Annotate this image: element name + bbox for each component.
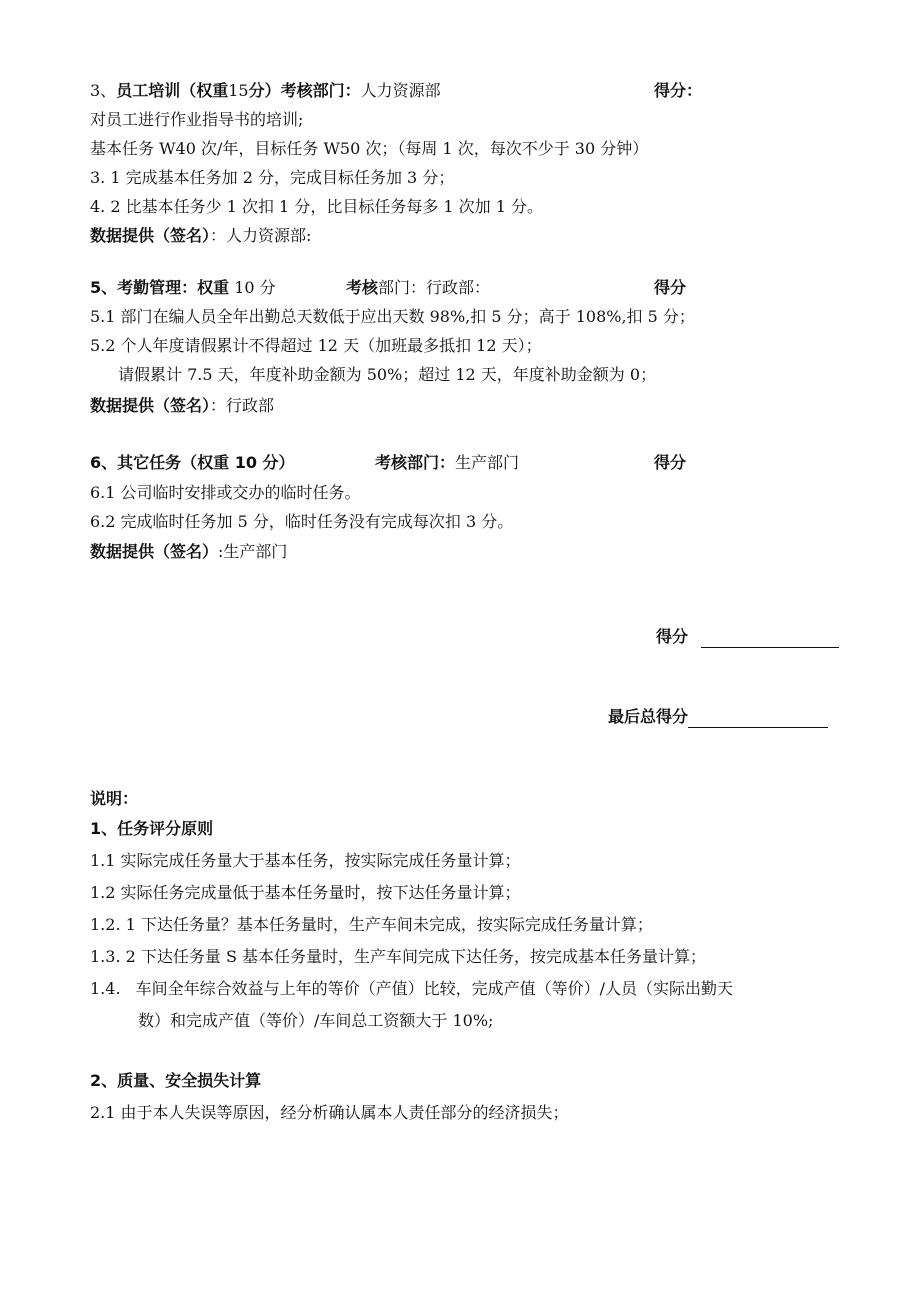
notes-1-line-4: 1.3. 2 下达任务量 S 基本任务量时，生产车间完成下达任务，按完成基本任务量计算； xyxy=(90,947,707,966)
final-total-blank[interactable] xyxy=(688,709,828,728)
section-3-line-1: 对员工进行作业指导书的培训; xyxy=(90,110,304,129)
section-5-dept-label: 考核 xyxy=(346,278,379,297)
notes-section-2-heading: 2、质量、安全损失计算 xyxy=(90,1071,262,1090)
section-6-data-value: :生产部门 xyxy=(218,542,288,561)
section-3-weight-unit: 分） xyxy=(248,81,281,100)
section-3-data-provider xyxy=(90,225,311,247)
section-5-dept xyxy=(346,277,490,299)
section-6-dept-label: 考核部门： xyxy=(375,453,456,472)
score-total-blank[interactable] xyxy=(701,629,839,648)
section-5-line-1: 5.1 部门在编人员全年出勤总天数低于应出天数 98%,扣 5 分；高于 108%,扣 5 分； xyxy=(90,307,695,326)
section-3-score-label: 得分： xyxy=(654,81,703,100)
section-5-title: 5、考勤管理：权重 xyxy=(90,278,230,297)
notes-1-item-4-text: 车间全年综合效益与上年的等价（产值）比较，完成产值（等价）/人员（实际出勤天 xyxy=(135,979,734,998)
section-3-line-2: 基本任务 W40 次/年，目标任务 W50 次；（每周 1 次，每次不少于 30 分钟） xyxy=(90,139,649,158)
section-5-data-value: ：行政部 xyxy=(210,396,275,415)
section-5-heading xyxy=(90,277,276,299)
notes-section-1-heading: 1、任务评分原则 xyxy=(90,819,214,838)
section-5-line-2: 5.2 个人年度请假累计不得超过 12 天（加班最多抵扣 12 天）； xyxy=(90,336,542,355)
section-6-data-label: 数据提供（签名） xyxy=(90,542,219,561)
score-total-label: 得分 xyxy=(656,627,689,646)
final-total-row xyxy=(608,706,828,728)
section-5-line-3: 请假累计 7.5 天，年度补助金额为 50%；超过 12 天，年度补助金额为 0； xyxy=(118,365,657,384)
notes-2-line-1: 2.1 由于本人失误等原因，经分析确认属本人责任部分的经济损失； xyxy=(90,1103,569,1122)
section-5-dept-value: 部门：行政部： xyxy=(378,278,491,297)
section-3-dept-value: 人力资源部 xyxy=(360,81,441,100)
section-3-data-value: ：人力资源部: xyxy=(210,226,312,245)
notes-1-item-4-num: 1.4. xyxy=(90,979,121,998)
section-6-line-1: 6.1 公司临时安排或交办的临时任务。 xyxy=(90,483,361,502)
section-3-heading xyxy=(90,80,441,102)
section-5-score-label: 得分 xyxy=(654,278,687,297)
notes-1-line-3: 1.2. 1 下达任务量？基本任务量时，生产车间未完成，按实际完成任务量计算； xyxy=(90,915,653,934)
section-6-dept-value: 生产部门 xyxy=(455,453,520,472)
section-3-line-4: 4. 2 比基本任务少 1 次扣 1 分，比目标任务每多 1 次加 1 分。 xyxy=(90,197,544,216)
section-6-heading: 6、其它任务（权重 10 分） xyxy=(90,453,295,472)
notes-1-line-2: 1.2 实际任务完成量低于基本任务量时，按下达任务量计算； xyxy=(90,883,521,902)
section-6-dept xyxy=(375,452,519,474)
section-3-dept-label: 考核部门： xyxy=(280,81,361,100)
section-3-data-label: 数据提供（签名） xyxy=(90,226,211,245)
section-3-line-3: 3. 1 完成基本任务加 2 分，完成目标任务加 3 分； xyxy=(90,168,455,187)
section-3-title: 员工培训（权重 xyxy=(116,81,229,100)
section-6-line-2: 6.2 完成临时任务加 5 分，临时任务没有完成每次扣 3 分。 xyxy=(90,512,514,531)
score-total-row xyxy=(656,626,839,648)
notes-1-item-4 xyxy=(90,978,733,1000)
notes-1-item-4-cont: 数）和完成产值（等价）/车间总工资额大于 10%; xyxy=(138,1011,494,1030)
final-total-label: 最后总得分 xyxy=(608,707,689,726)
notes-1-line-1: 1.1 实际完成任务量大于基本任务，按实际完成任务量计算； xyxy=(90,851,521,870)
section-5-weight: 10 分 xyxy=(234,278,276,297)
section-3-number: 3、 xyxy=(90,81,117,100)
section-3-weight-num: 15 xyxy=(228,81,249,100)
section-5-data-provider xyxy=(90,395,274,417)
notes-title: 说明： xyxy=(90,789,139,808)
section-5-data-label: 数据提供（签名） xyxy=(90,396,211,415)
section-6-data-provider xyxy=(90,541,287,563)
section-6-score-label: 得分 xyxy=(654,453,687,472)
